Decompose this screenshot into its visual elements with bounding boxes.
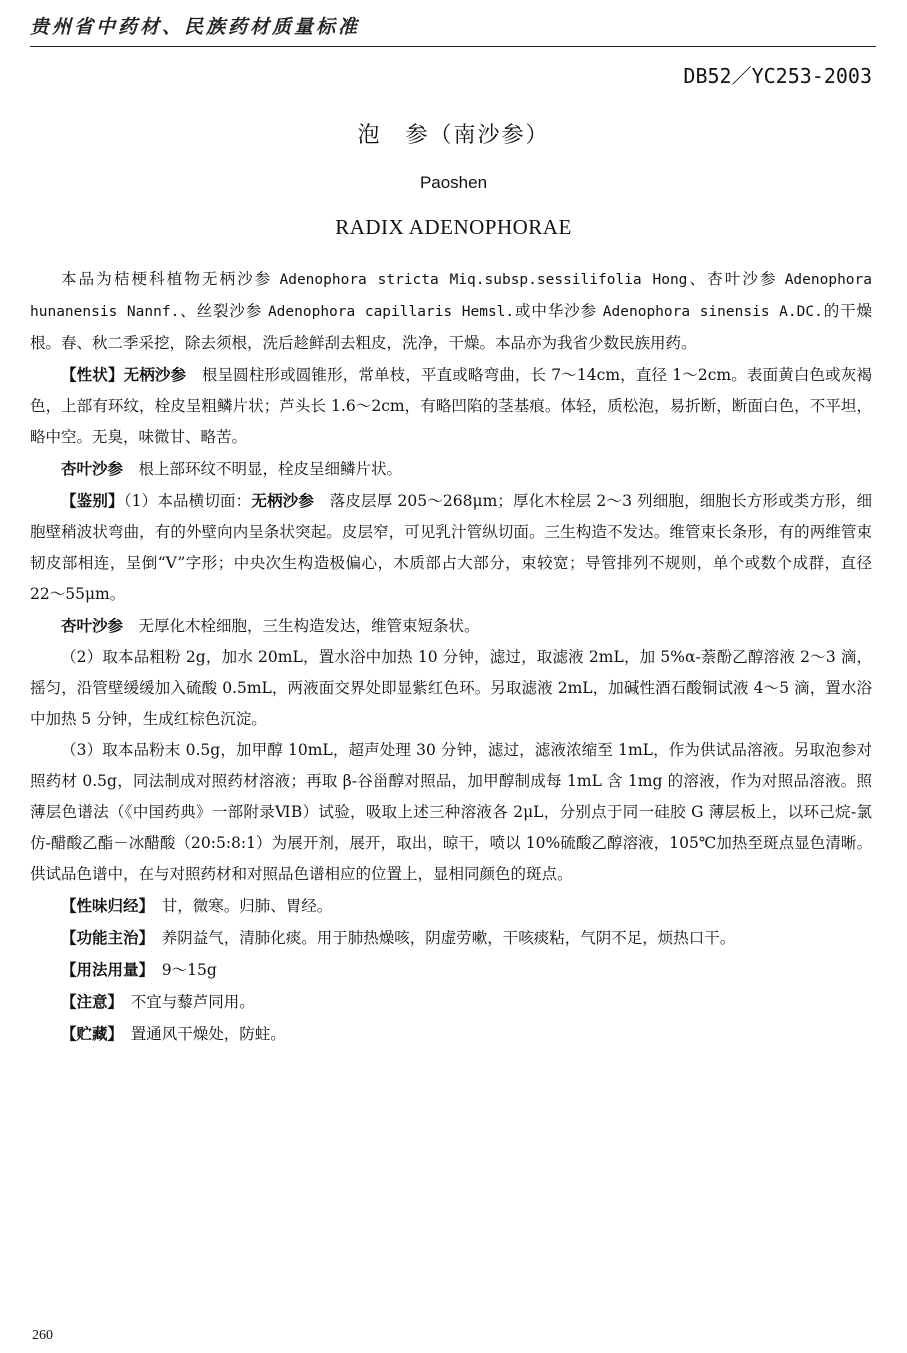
section-text: 无厚化木栓细胞，三生构造发达，维管束短条状。 [123, 617, 480, 635]
section-jianbie-4: （3）取本品粉末 0.5g，加甲醇 10mL，超声处理 30 分钟，滤过，滤液浓缩至 1mL，作为供试品溶液。另取泡参对照药材 0.5g，同法制成对照药材溶液；再取 β-谷甾醇对照品，加甲醇制成每 1mL 含 1mg 的溶液，作为对照品溶液。照薄层色谱法（《中国药典》一部附录ⅥB）试验，吸取上述三种溶液各 2μL，分别点于同一硅胶 G 薄层板上，以环己烷-氯仿-醋酸乙酯－冰醋酸（20:5:8:1）为展开剂，展开，取出，晾干，喷以 10%硫酸乙醇溶液，105℃加热至斑点显色清晰。供试品色谱中，在与对照药材和对照品色谱相应的位置上，显相同颜色的斑点。 [30, 741, 872, 883]
species-name: 无柄沙参 [123, 365, 187, 384]
intro-text-3: 、丝裂沙参 [179, 302, 268, 320]
section-text: （1）本品横切面： [123, 492, 252, 510]
species-name: 无柄沙参 [251, 491, 315, 510]
section-xingzhuang-2 [30, 453, 872, 485]
section-xingwei [30, 890, 872, 922]
section-label: 【注意】 [61, 992, 116, 1011]
section-text: 甘，微寒。归肺、胃经。 [146, 897, 333, 915]
section-label: 【用法用量】 [61, 960, 147, 979]
section-text: 根上部环纹不明显，栓皮呈细鳞片状。 [123, 460, 403, 478]
section-text: 养阴益气，清肺化痰。用于肺热燥咳，阴虚劳嗽，干咳痰粘，气阴不足，烦热口干。 [146, 929, 736, 947]
intro-text-4: 或中华沙参 [514, 302, 603, 320]
section-jianbie-2 [30, 610, 872, 642]
section-label: 【贮藏】 [61, 1024, 116, 1043]
title-pinyin: Paoshen [419, 173, 488, 192]
latin-name-2: Adenophora hunanensis Nannf. [30, 272, 872, 320]
species-name: 杏叶沙参 [61, 616, 124, 635]
section-label: 【性状】 [61, 365, 124, 384]
section-zhucang [30, 1018, 872, 1050]
header-title: 贵州省中药材、民族药材质量标准 [30, 16, 361, 38]
section-label: 【性味归经】 [61, 896, 147, 915]
intro-text-1: 本品为桔梗科植物无柄沙参 [61, 270, 280, 288]
section-label: 【鉴别】 [61, 491, 124, 510]
running-header [30, 12, 876, 47]
section-gongneng [30, 922, 872, 954]
section-label: 【功能主治】 [61, 928, 147, 947]
section-text: 落皮层厚 205～268μm；厚化木栓层 2～3 列细胞，细胞长方形或类方形，细胞壁稍波状弯曲，有的外壁向内呈条状突起。皮层窄，可见乳汁管纵切面。三生构造不发达。维管束长条形，有的两维管束韧皮部相连，呈倒“V”字形；中央次生构造极偏心，木质部占大部分，束较宽；导管排列不规则，单个或数个成群，直径 22～55μm。 [30, 492, 872, 603]
latin-name-3: Adenophora capillaris Hemsl. [267, 304, 515, 320]
section-text: 根呈圆柱形或圆锥形，常单枝，平直或略弯曲，长 7～14cm，直径 1～2cm。表面黄白色或灰褐色，上部有环纹，栓皮呈粗鳞片状；芦头长 1.6～2cm，有略凹陷的茎基痕。体轻，质松泡，易折断，断面白色，不平坦，略中空。无臭，味微甘、略苦。 [30, 366, 872, 446]
page-number: 260 [32, 1328, 53, 1343]
section-yongfa [30, 954, 872, 986]
section-jianbie [30, 485, 872, 610]
section-xingzhuang [30, 359, 872, 453]
section-text: 不宜与藜芦同用。 [115, 993, 255, 1011]
standard-code: DB52／YC253-2003 [683, 64, 872, 88]
latin-name-4: Adenophora sinensis A.DC. [602, 304, 823, 320]
title-chinese: 泡 参（南沙参） [357, 123, 550, 148]
document-body [30, 264, 872, 1050]
intro-text-5: 的干燥根。春、秋二季采挖，除去须根，洗后趁鲜刮去粗皮，洗净，干燥。本品亦为我省少数民族用药。 [30, 302, 872, 352]
section-zhuyi [30, 986, 872, 1018]
intro-paragraph [30, 264, 872, 359]
latin-name-1: Adenophora stricta Miq.subsp.sessilifolia Hong [279, 272, 688, 288]
section-text: 置通风干燥处，防蛀。 [115, 1025, 286, 1043]
species-name: 杏叶沙参 [61, 459, 124, 478]
intro-text-2: 、杏叶沙参 [687, 270, 785, 288]
section-jianbie-3: （2）取本品粗粉 2g，加水 20mL，置水浴中加热 10 分钟，滤过，取滤液 2mL，加 5%α-萘酚乙醇溶液 2～3 滴，摇匀，沿管壁缓缓加入硫酸 0.5mL，两液面交界处即显紫红色环。另取滤液 2mL，加碱性酒石酸铜试液 4～5 滴，置水浴中加热 5 分钟，生成红棕色沉淀。 [30, 648, 872, 728]
section-text: 9～15g [146, 961, 217, 979]
title-latin: RADIX ADENOPHORAE [335, 215, 572, 239]
